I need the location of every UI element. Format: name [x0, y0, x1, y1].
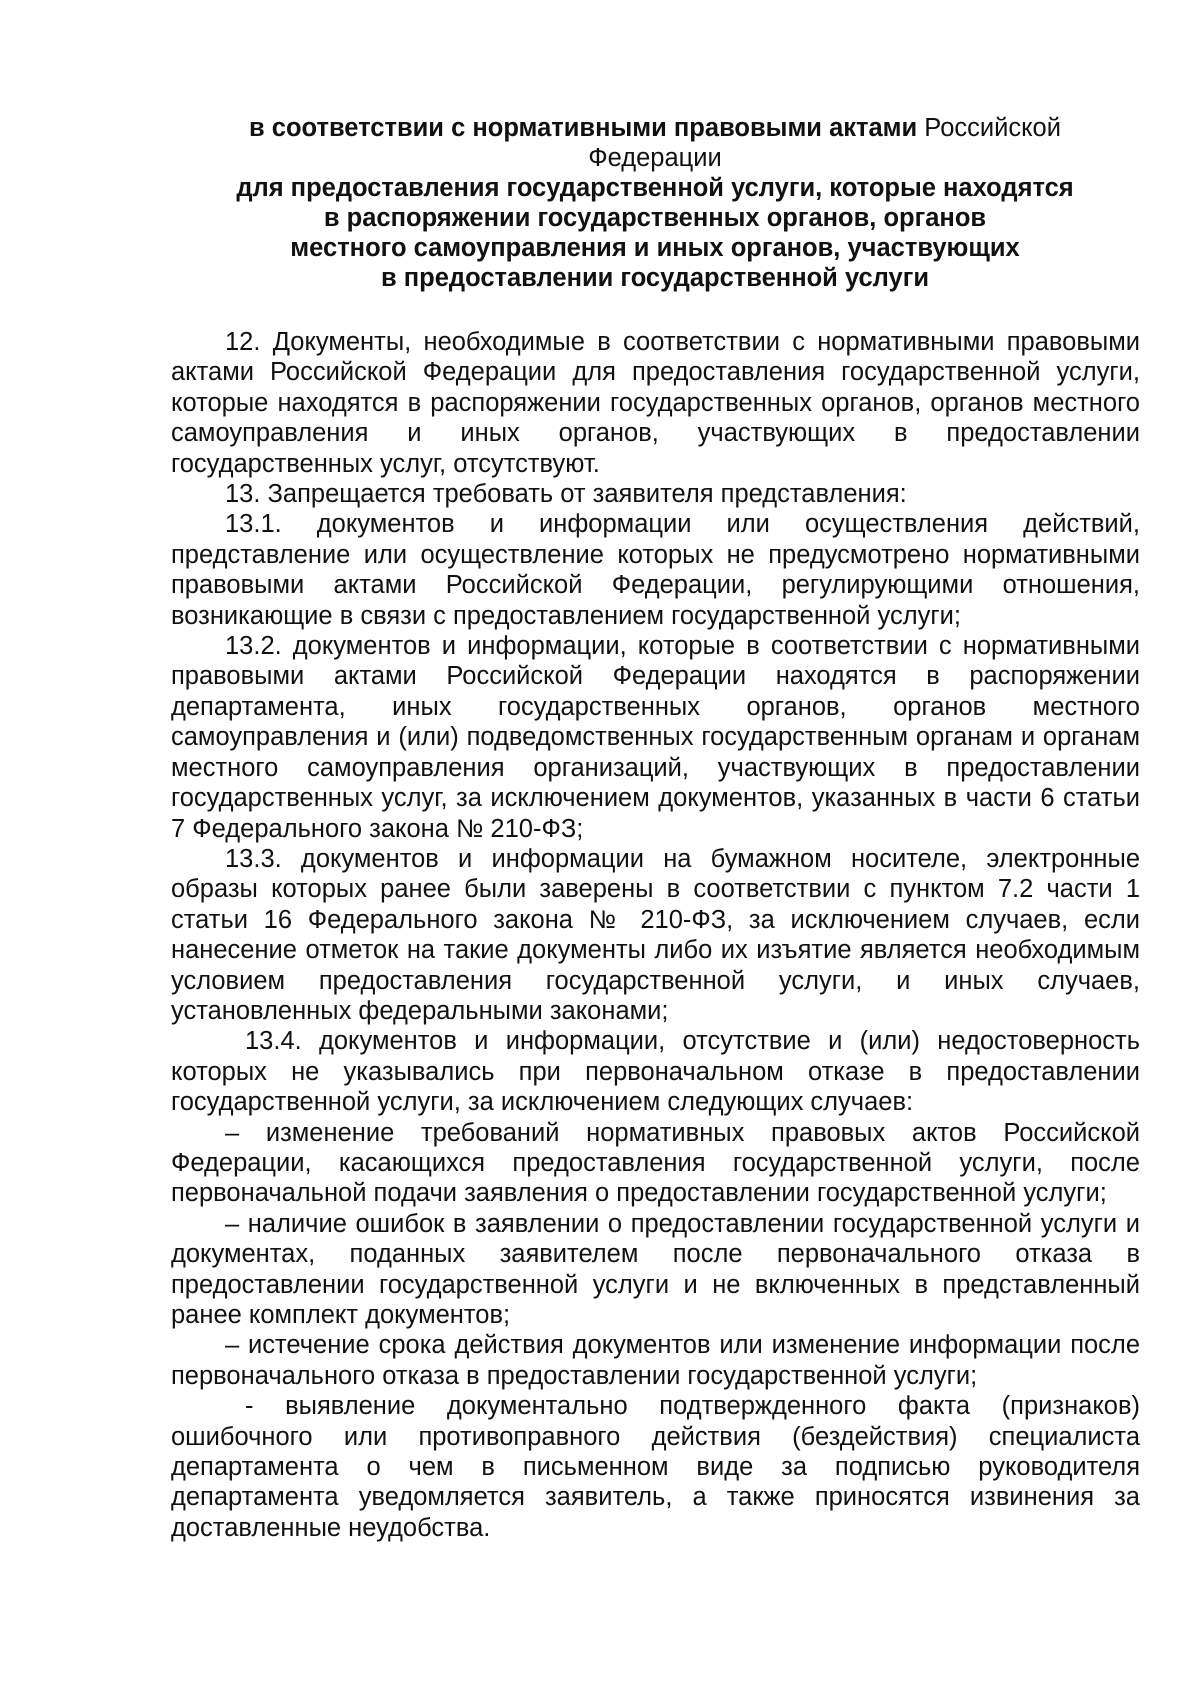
- heading-line-1-regular: Российской: [917, 114, 1061, 142]
- list-item-errors: – наличие ошибок в заявлении о предоставлении государственной услуги и документах, поданных заявителем после первоначального отказа в предоставлении государственной услуги и не включенных в представленный ранее комплект документов;: [171, 1209, 1140, 1329]
- paragraph-13: 13. Запрещается требовать от заявителя представления:: [225, 480, 907, 509]
- list-item-misconduct: - выявление документально подтвержденного факта (признаков) ошибочного или противоправного действия (бездействия) специалиста департамента о чем в письменном виде за подписью руководителя департамента уведомляется заявитель, а также приносятся извинения за доставленные неудобства.: [171, 1392, 1140, 1542]
- list-item-requirements-change: – изменение требований нормативных правовых актов Российской Федерации, касающихся предоставления государственной услуги, после первоначальной подачи заявления о предоставлении государственной услуги;: [171, 1118, 1140, 1208]
- heading-line-6: в предоставлении государственной услуги: [380, 264, 930, 292]
- list-item-expiry: – истечение срока действия документов или изменение информации после первоначального отказа в предоставлении государственной услуги;: [171, 1331, 1140, 1390]
- paragraph-13-2: 13.2. документов и информации, которые в соответствии с нормативными правовыми актами Российской Федерации находятся в распоряжении департамента, иных государственных органов, органов местного самоуправления и (или) подведомственных государственным органам и органам местного самоуправления организаций, участвующих в предоставлении государственных услуг, за исключением документов, указанных в части 6 статьи 7 Федерального закона № 210-ФЗ;: [171, 632, 1140, 843]
- heading-line-3: для предоставления государственной услуги, которые находятся: [236, 174, 1074, 202]
- section-heading: [170, 113, 1140, 293]
- heading-line-4: в распоряжении государственных органов, органов: [323, 204, 987, 232]
- paragraph-13-1: 13.1. документов и информации или осуществления действий, представление или осуществление которых не предусмотрено нормативными правовыми актами Российской Федерации, регулирующими отношения, возникающие в связи с предоставлением государственной услуги;: [171, 510, 1140, 630]
- heading-line-2: Федерации: [588, 144, 722, 172]
- heading-line-1: [170, 113, 1140, 143]
- heading-line-1-bold: в соответствии с нормативными правовыми актами: [249, 114, 918, 142]
- paragraph-13-4: 13.4. документов и информации, отсутствие и (или) недостоверность которых не указывались при первоначальном отказе в предоставлении государственной услуги, за исключением следующих случаев:: [171, 1027, 1140, 1117]
- paragraph-12: 12. Документы, необходимые в соответствии с нормативными правовыми актами Российской Федерации для предоставления государственной услуги, которые находятся в распоряжении государственных органов, органов местного самоуправления и иных органов, участвующих в предоставлении государственных услуг, отсутствуют.: [171, 328, 1140, 478]
- paragraph-13-3: 13.3. документов и информации на бумажном носителе, электронные образы которых ранее были заверены в соответствии с пунктом 7.2 части 1 статьи 16 Федерального закона № 210-ФЗ, за исключением случаев, если нанесение отметок на такие документы либо их изъятие является необходимым условием предоставления государственной услуги, и иных случаев, установленных федеральными законами;: [171, 844, 1140, 1025]
- heading-line-5: местного самоуправления и иных органов, участвующих: [290, 234, 1020, 262]
- document-body: [171, 327, 1140, 1543]
